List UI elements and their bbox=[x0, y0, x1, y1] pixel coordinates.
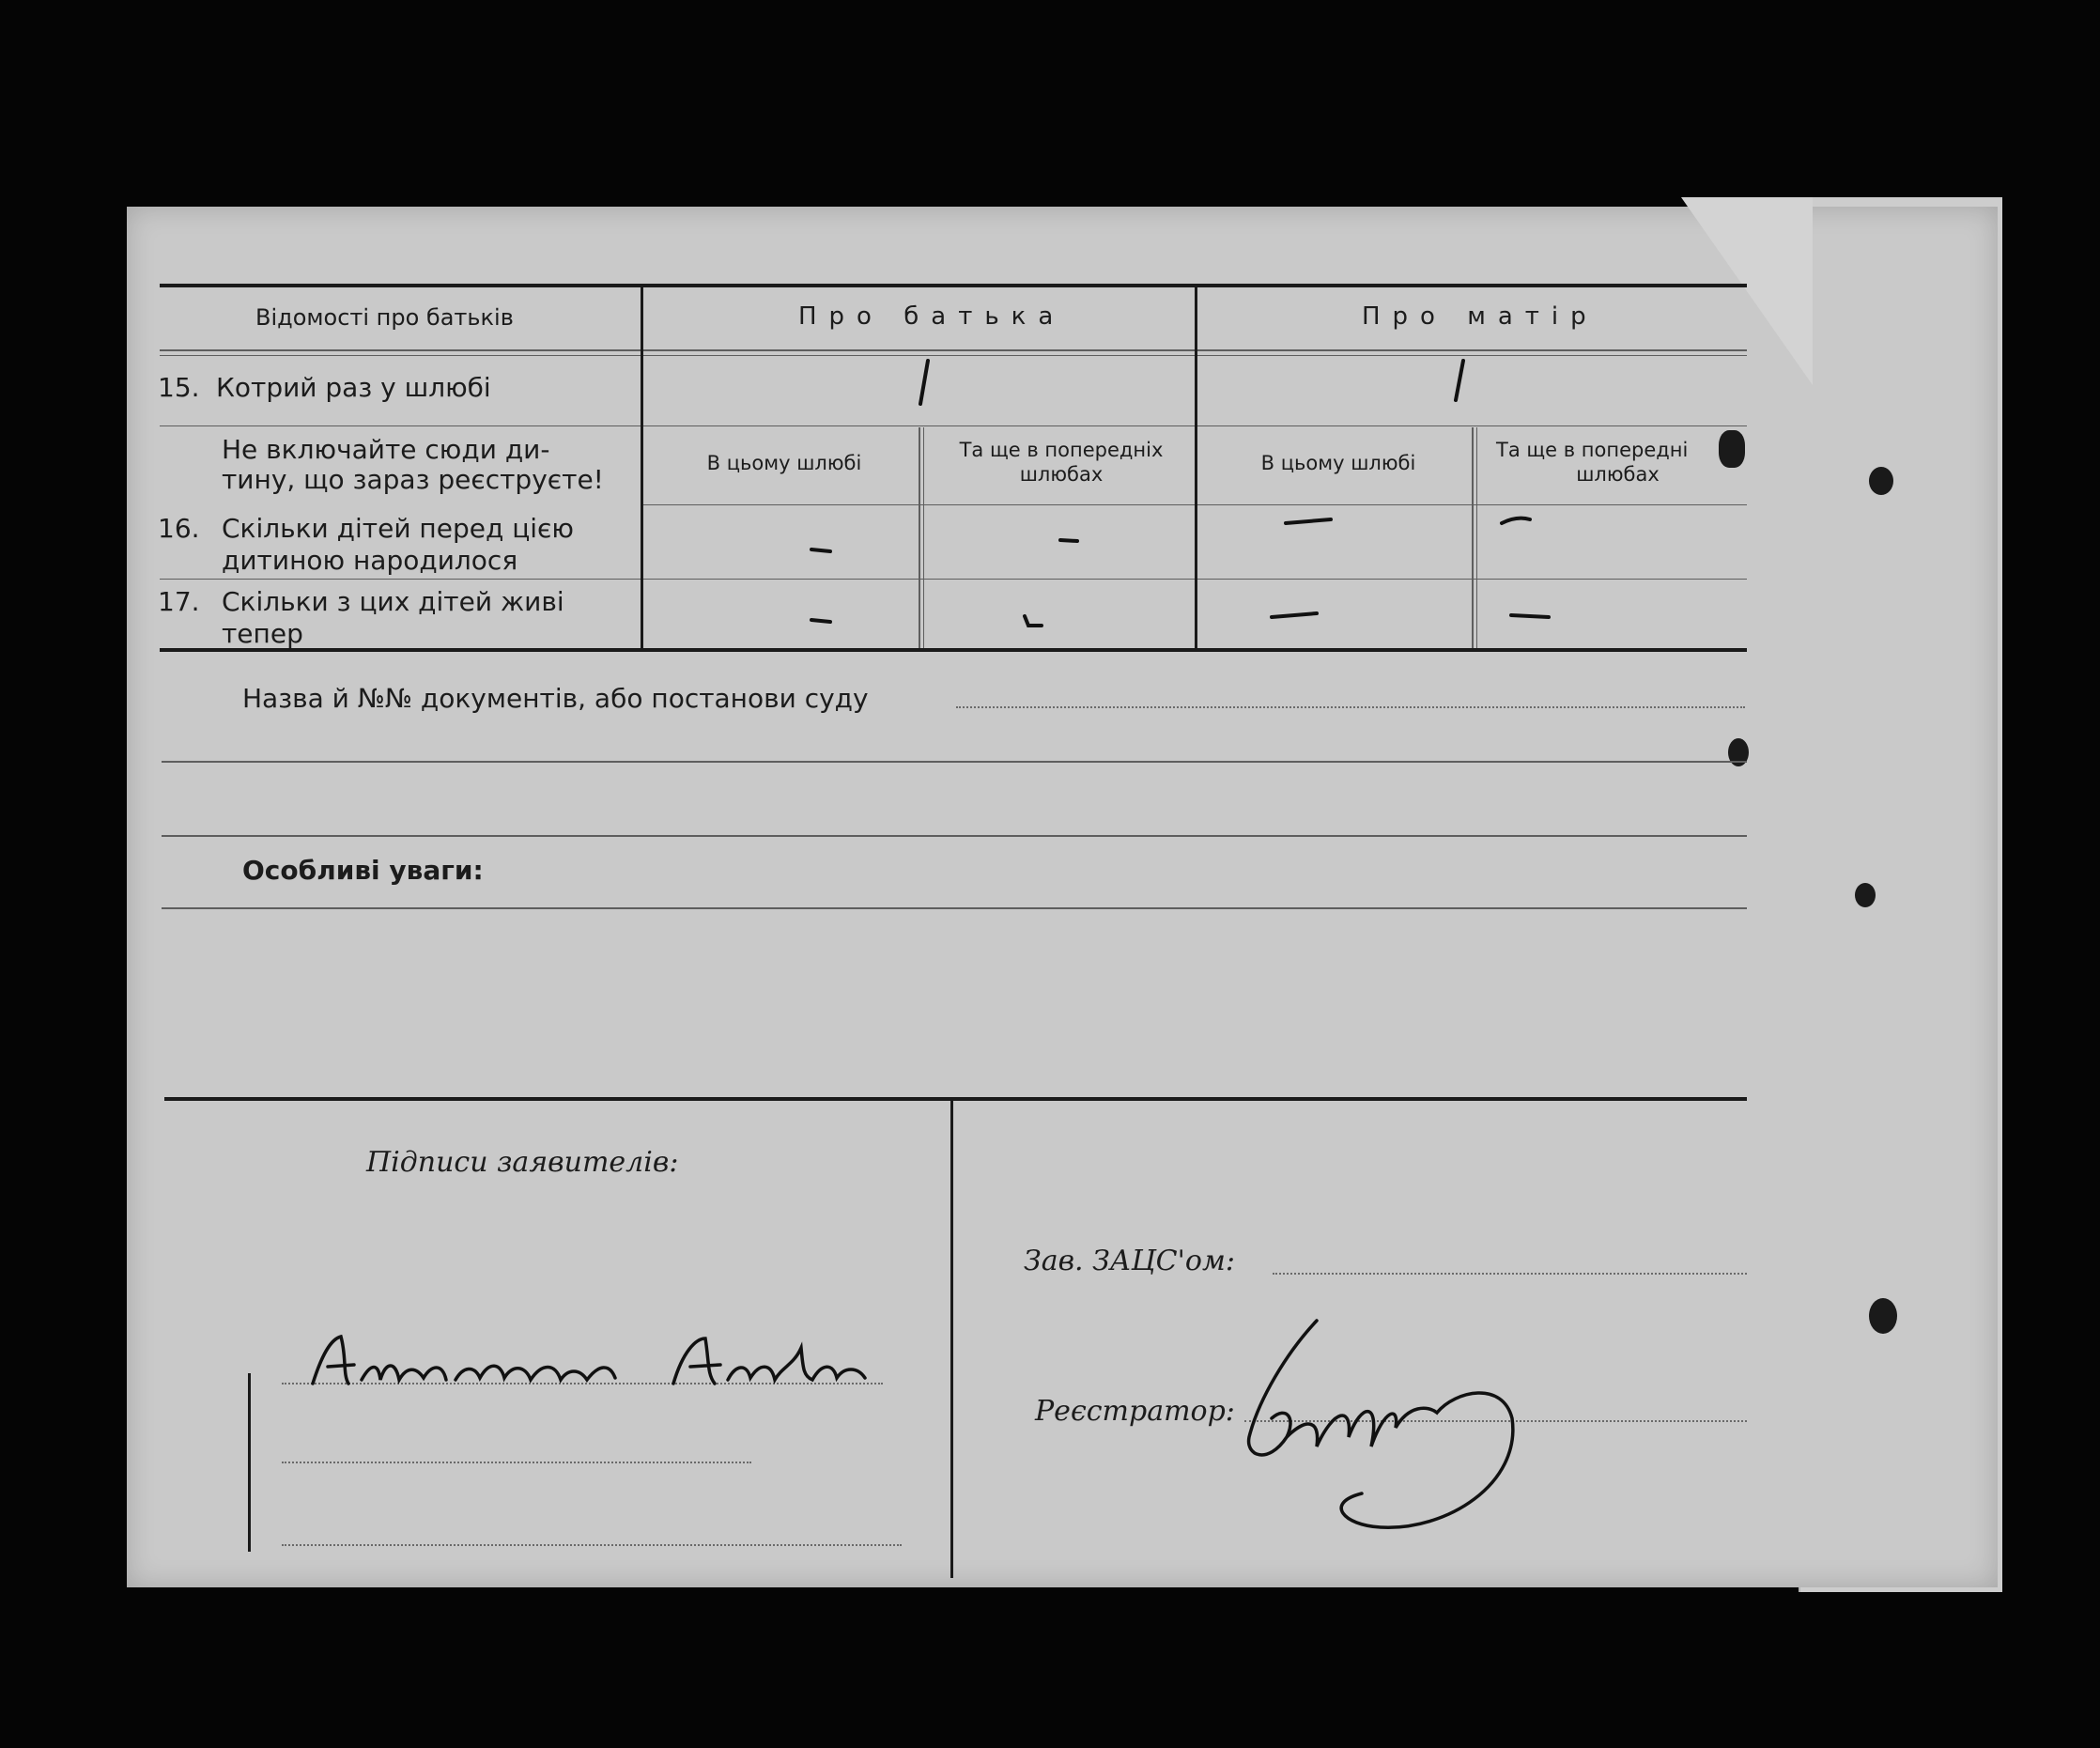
signatures-divider bbox=[950, 1099, 953, 1578]
dash-mark bbox=[1282, 512, 1338, 531]
table-col-line bbox=[1476, 427, 1477, 648]
head-zags-label: Зав. ЗАЦС'ом: bbox=[1024, 1245, 1235, 1277]
table-col-line bbox=[641, 284, 643, 652]
signatures-top-rule bbox=[164, 1097, 1747, 1101]
header-mother: Про матір bbox=[1362, 302, 1598, 331]
table-col-line bbox=[1195, 284, 1197, 652]
table-row-line bbox=[160, 579, 1747, 580]
handwritten-one-icon bbox=[911, 357, 939, 413]
q17-line-1: Скільки з цих дітей живі bbox=[222, 586, 564, 617]
subheader-mother-prev-1: Та ще в попередні bbox=[1496, 439, 1689, 461]
signature-bracket bbox=[248, 1373, 251, 1552]
handwritten-signature-icon bbox=[1230, 1315, 1540, 1559]
dash-mark bbox=[1507, 606, 1554, 625]
table-row-line bbox=[160, 425, 1747, 426]
applicant-signature bbox=[305, 1329, 906, 1399]
dash-mark bbox=[1268, 606, 1324, 625]
q15-number: 15. bbox=[158, 372, 200, 403]
table-col-line bbox=[923, 427, 924, 648]
head-zags-line bbox=[1273, 1273, 1747, 1275]
dash-mark bbox=[1498, 512, 1545, 531]
dash-mark bbox=[808, 540, 836, 559]
subheader-father-prev-1: Та ще в попередніх bbox=[959, 439, 1164, 461]
note-line-2: тину, що зараз реєструєте! bbox=[222, 464, 604, 495]
header-parents-info: Відомості про батьків bbox=[255, 304, 514, 331]
handwritten-one-icon bbox=[1446, 357, 1475, 413]
registrar-label: Реєстратор: bbox=[1035, 1395, 1235, 1428]
handwritten-signature-icon bbox=[305, 1329, 906, 1395]
q17-number: 17. bbox=[158, 586, 200, 617]
documents-dotted-line bbox=[956, 706, 1745, 708]
q17-line-2: тепер bbox=[222, 618, 303, 649]
note-line-1: Не включайте сюди ди- bbox=[222, 434, 550, 465]
registrar-signature bbox=[1230, 1315, 1540, 1563]
header-father: Про батька bbox=[798, 302, 1066, 331]
documents-line bbox=[162, 761, 1747, 763]
remarks-label: Особливі уваги: bbox=[242, 855, 484, 886]
subheader-father-this-marriage: В цьому шлюбі bbox=[706, 452, 862, 474]
subheader-father-prev-2: шлюбах bbox=[1019, 463, 1104, 486]
dash-mark bbox=[1057, 531, 1085, 549]
table-col-line bbox=[919, 427, 920, 648]
q16-number: 16. bbox=[158, 513, 200, 544]
table-row-line bbox=[160, 355, 1747, 356]
remarks-line bbox=[162, 907, 1747, 909]
subheader-mother-this-marriage: В цьому шлюбі bbox=[1260, 452, 1416, 474]
table-top-rule bbox=[160, 284, 1747, 287]
dash-mark bbox=[808, 611, 836, 629]
table-row-line bbox=[160, 349, 1747, 351]
documents-line bbox=[162, 835, 1747, 837]
q15-label: Котрий раз у шлюбі bbox=[216, 372, 491, 403]
applicants-label: Підписи заявителів: bbox=[366, 1146, 679, 1179]
subheader-mother-prev-2: шлюбах bbox=[1576, 463, 1660, 486]
q15-mother-handwritten bbox=[1446, 357, 1475, 417]
signature-line-2 bbox=[282, 1462, 751, 1463]
q16-line-2: дитиною народилося bbox=[222, 545, 518, 576]
table-bottom-rule bbox=[160, 648, 1747, 652]
punch-hole bbox=[1869, 467, 1893, 495]
q15-father-handwritten bbox=[911, 357, 939, 417]
signature-line-3 bbox=[282, 1544, 902, 1546]
punch-hole bbox=[1869, 1298, 1897, 1334]
punch-hole bbox=[1855, 883, 1876, 907]
q16-line-1: Скільки дітей перед цією bbox=[222, 513, 574, 544]
documents-label: Назва й №№ документів, або постанови суду bbox=[242, 683, 869, 714]
dash-mark bbox=[1019, 611, 1047, 633]
table-col-line bbox=[1472, 427, 1474, 648]
